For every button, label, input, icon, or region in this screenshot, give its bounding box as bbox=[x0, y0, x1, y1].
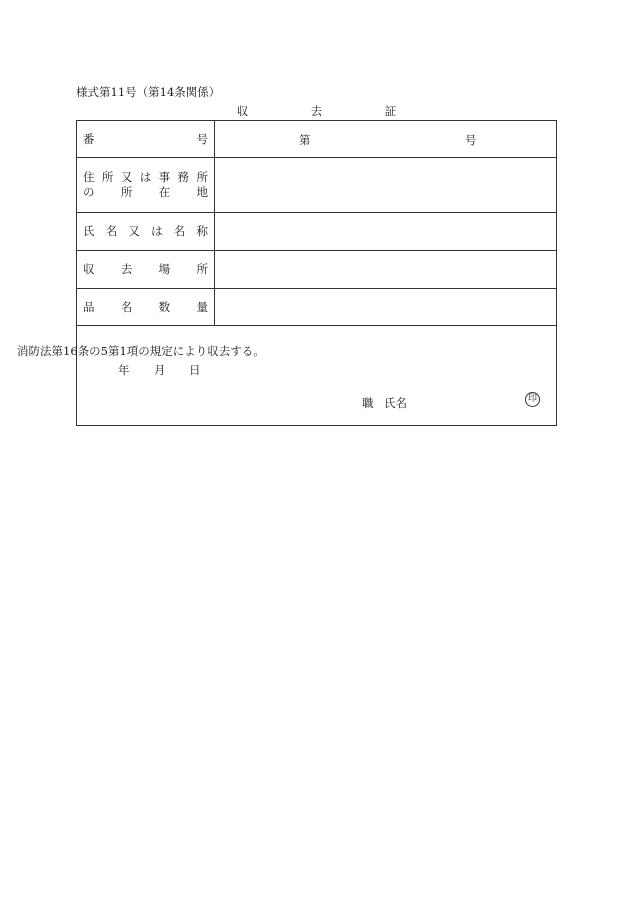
number-prefix: 第 bbox=[299, 133, 311, 147]
label-char: 務 bbox=[177, 170, 190, 184]
label-char: 又 bbox=[128, 224, 140, 238]
row-number bbox=[77, 121, 556, 158]
row-place bbox=[77, 251, 556, 289]
label-line bbox=[83, 300, 208, 315]
row-goods bbox=[77, 289, 556, 326]
label-char: 場 bbox=[158, 262, 171, 276]
label-char: 称 bbox=[196, 224, 208, 238]
label-char: 所 bbox=[120, 185, 133, 199]
value-address[interactable] bbox=[215, 158, 556, 212]
date-year: 年 bbox=[118, 363, 130, 377]
label-char: 数 bbox=[158, 299, 171, 314]
date-day: 日 bbox=[189, 363, 201, 377]
value-number[interactable] bbox=[215, 121, 556, 157]
label-char: 量 bbox=[196, 299, 208, 314]
date-month: 月 bbox=[154, 363, 166, 377]
label-char: 号 bbox=[196, 131, 208, 146]
seal-icon: 印 bbox=[525, 392, 540, 407]
label-number bbox=[77, 121, 215, 157]
label-place bbox=[77, 251, 215, 288]
title-char: 収 bbox=[236, 104, 249, 118]
statement-text: 消防法第16条の5第1項の規定により収去する。 bbox=[17, 344, 265, 358]
label-char: 所 bbox=[196, 170, 208, 184]
label-char: 名 bbox=[173, 224, 186, 238]
label-char: は bbox=[151, 224, 163, 238]
form-number: 様式第11号（第14条関係） bbox=[76, 85, 221, 99]
label-char: 所 bbox=[196, 262, 208, 276]
title-char: 去 bbox=[310, 104, 323, 118]
document-title bbox=[76, 103, 557, 119]
label-char: 名 bbox=[120, 299, 133, 314]
label-goods bbox=[77, 289, 215, 325]
value-goods[interactable] bbox=[215, 289, 556, 325]
label-char: 地 bbox=[196, 185, 208, 199]
label-char: 品 bbox=[83, 299, 95, 314]
label-char: 去 bbox=[120, 262, 133, 276]
label-address bbox=[77, 158, 215, 212]
label-name bbox=[77, 213, 215, 250]
position-label: 職 bbox=[362, 396, 374, 410]
label-char: 氏 bbox=[83, 224, 95, 238]
label-line bbox=[83, 185, 208, 200]
label-char: 又 bbox=[120, 170, 133, 184]
label-char: 所 bbox=[101, 170, 114, 184]
row-name bbox=[77, 213, 556, 251]
label-line bbox=[83, 132, 208, 147]
number-suffix: 号 bbox=[465, 133, 477, 147]
row-address bbox=[77, 158, 556, 213]
label-char: 名 bbox=[105, 224, 118, 238]
form-table bbox=[76, 120, 557, 426]
label-char: は bbox=[139, 170, 152, 184]
name-label: 氏名 bbox=[384, 396, 407, 410]
value-place[interactable] bbox=[215, 251, 556, 288]
label-char: 収 bbox=[83, 262, 95, 276]
label-line bbox=[83, 224, 208, 239]
label-line bbox=[83, 262, 208, 277]
value-name[interactable] bbox=[215, 213, 556, 250]
title-char: 証 bbox=[384, 104, 397, 118]
label-char: 番 bbox=[83, 131, 95, 146]
label-line bbox=[83, 170, 208, 185]
label-char: の bbox=[83, 185, 95, 199]
label-char: 事 bbox=[158, 170, 171, 184]
label-char: 在 bbox=[158, 185, 171, 199]
label-char: 住 bbox=[83, 170, 95, 184]
